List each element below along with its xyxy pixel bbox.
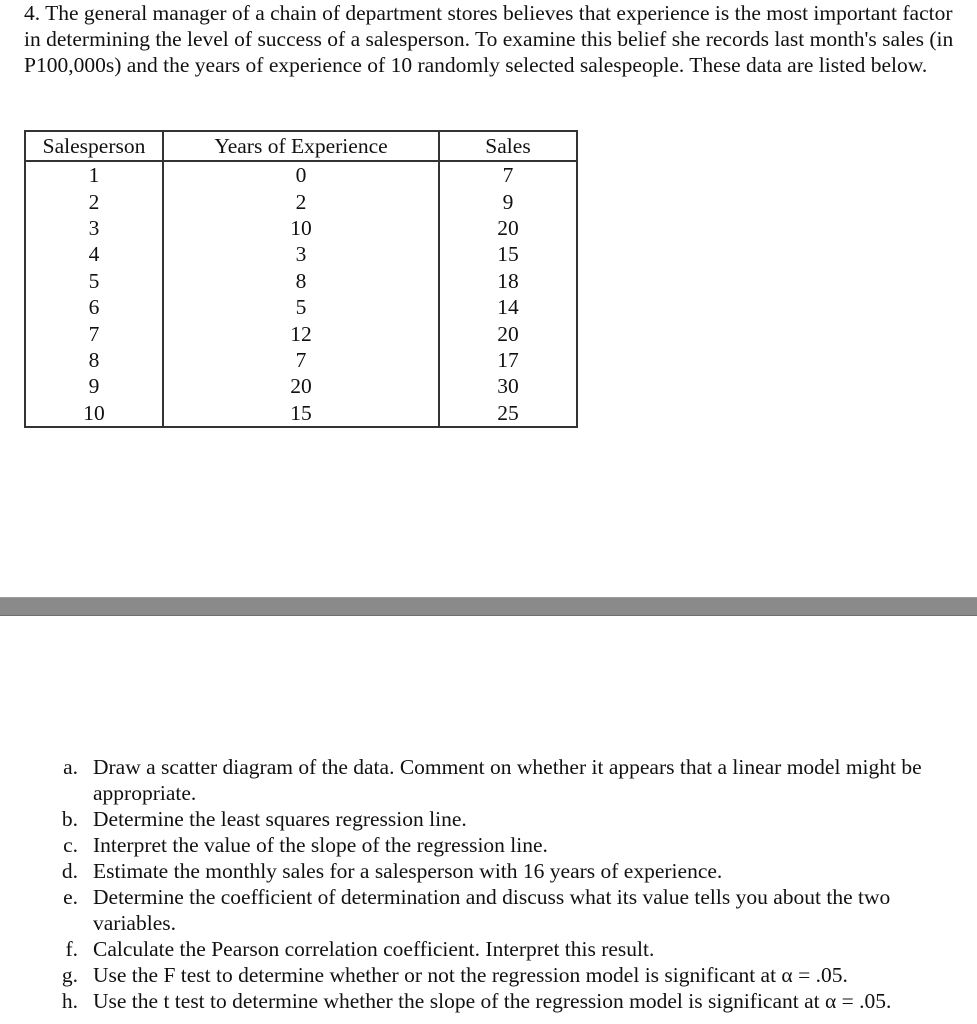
question-item bbox=[48, 936, 958, 962]
question-text: Determine the least squares regression line. bbox=[93, 807, 467, 831]
data-table bbox=[24, 130, 578, 428]
table-row bbox=[25, 347, 577, 373]
salesperson-cell: 5 bbox=[25, 268, 163, 294]
question-letter: a. bbox=[63, 755, 78, 779]
salesperson-cell: 8 bbox=[25, 347, 163, 373]
table-row bbox=[25, 294, 577, 320]
question-letter: b. bbox=[61, 807, 78, 831]
question-text: Calculate the Pearson correlation coefficient. Interpret this result. bbox=[93, 937, 655, 961]
sales-cell: 25 bbox=[439, 400, 577, 427]
table-row bbox=[25, 215, 577, 241]
table-row bbox=[25, 320, 577, 346]
question-item bbox=[48, 832, 958, 858]
sales-cell: 30 bbox=[439, 373, 577, 399]
question-item bbox=[48, 988, 958, 1014]
question-letter: e. bbox=[63, 885, 78, 909]
sales-cell: 15 bbox=[439, 241, 577, 267]
experience-cell: 12 bbox=[163, 320, 439, 346]
question-text: Determine the coefficient of determination and discuss what its value tells you about the two variables. bbox=[93, 885, 891, 935]
question-item bbox=[48, 962, 958, 988]
sales-cell: 18 bbox=[439, 268, 577, 294]
salesperson-cell: 10 bbox=[25, 400, 163, 427]
salesperson-cell: 2 bbox=[25, 188, 163, 214]
salesperson-cell: 6 bbox=[25, 294, 163, 320]
column-header-sales: Sales bbox=[439, 131, 577, 161]
question-item bbox=[48, 806, 958, 832]
question-letter: g. bbox=[61, 963, 78, 987]
question-item bbox=[48, 858, 958, 884]
page-divider-bar bbox=[0, 597, 977, 616]
column-header-years-of-experience: Years of Experience bbox=[163, 131, 439, 161]
sales-cell: 20 bbox=[439, 215, 577, 241]
question-text: Use the F test to determine whether or not the regression model is significant at α = .05. bbox=[93, 963, 848, 987]
experience-cell: 3 bbox=[163, 241, 439, 267]
question-letter: d. bbox=[61, 859, 78, 883]
salesperson-cell: 4 bbox=[25, 241, 163, 267]
salesperson-cell: 7 bbox=[25, 320, 163, 346]
table-row bbox=[25, 161, 577, 188]
question-letter: f. bbox=[65, 937, 78, 961]
table-row bbox=[25, 373, 577, 399]
question-list bbox=[48, 754, 958, 1014]
sales-cell: 17 bbox=[439, 347, 577, 373]
table-header-row bbox=[25, 131, 577, 161]
question-text: Use the t test to determine whether the slope of the regression model is significant at α = .05. bbox=[93, 989, 892, 1013]
question-letter: c. bbox=[63, 833, 78, 857]
salesperson-cell: 9 bbox=[25, 373, 163, 399]
problem-statement: 4. The general manager of a chain of department stores believes that experience is the most important factor in determining the level of success of a salesperson. To examine this belief she records last month's sales (in P100,000s) and the years of experience of 10 randomly selected salespeople. These data are listed below. bbox=[24, 1, 954, 77]
column-header-salesperson: Salesperson bbox=[25, 131, 163, 161]
experience-cell: 0 bbox=[163, 161, 439, 188]
table-row bbox=[25, 268, 577, 294]
sales-cell: 14 bbox=[439, 294, 577, 320]
experience-cell: 2 bbox=[163, 188, 439, 214]
question-text: Draw a scatter diagram of the data. Comment on whether it appears that a linear model might be appropriate. bbox=[93, 755, 922, 805]
table-row bbox=[25, 400, 577, 427]
sales-cell: 7 bbox=[439, 161, 577, 188]
experience-cell: 8 bbox=[163, 268, 439, 294]
salesperson-cell: 3 bbox=[25, 215, 163, 241]
sales-cell: 9 bbox=[439, 188, 577, 214]
question-item bbox=[48, 884, 958, 936]
question-text: Estimate the monthly sales for a salesperson with 16 years of experience. bbox=[93, 859, 723, 883]
table-row bbox=[25, 188, 577, 214]
experience-cell: 10 bbox=[163, 215, 439, 241]
experience-cell: 5 bbox=[163, 294, 439, 320]
experience-cell: 7 bbox=[163, 347, 439, 373]
question-text: Interpret the value of the slope of the regression line. bbox=[93, 833, 548, 857]
table-row bbox=[25, 241, 577, 267]
question-item bbox=[48, 754, 958, 806]
experience-cell: 15 bbox=[163, 400, 439, 427]
salesperson-cell: 1 bbox=[25, 161, 163, 188]
question-letter: h. bbox=[61, 989, 78, 1013]
experience-cell: 20 bbox=[163, 373, 439, 399]
sales-cell: 20 bbox=[439, 320, 577, 346]
